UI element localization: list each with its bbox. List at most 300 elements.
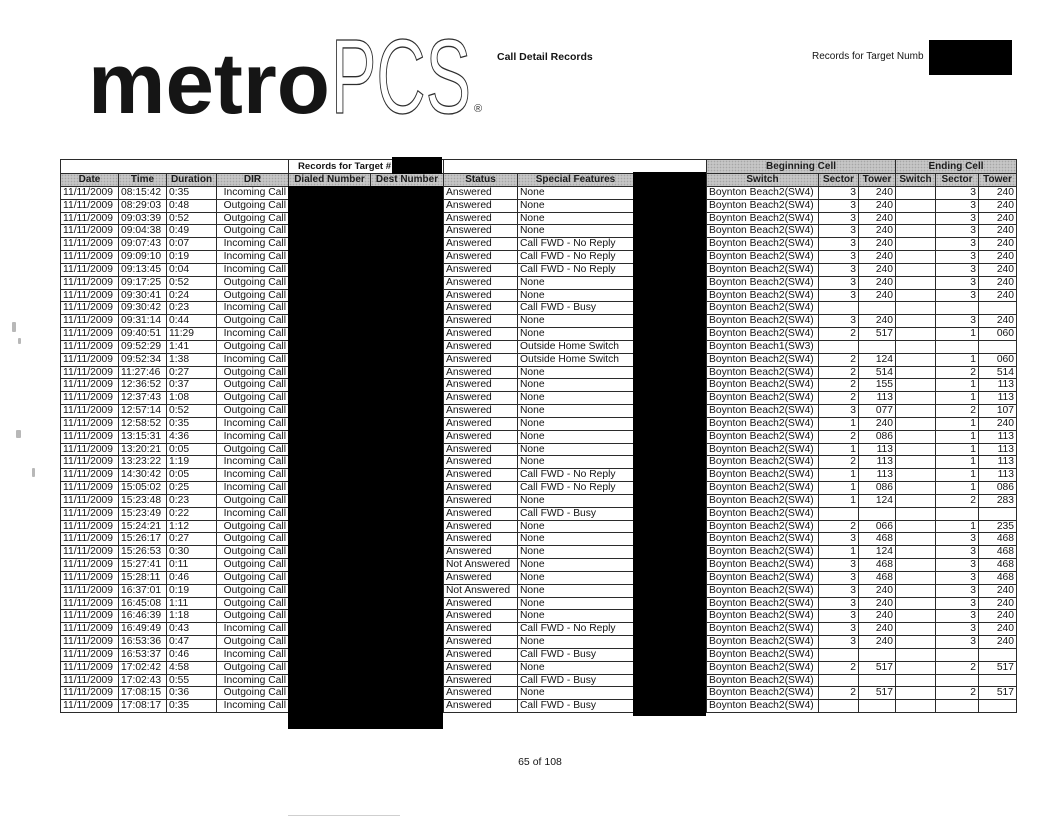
begin-switch-cell: Boynton Beach2(SW4): [706, 558, 819, 572]
special-features-cell: None: [517, 378, 634, 392]
time-cell: 08:15:42: [118, 186, 167, 200]
begin-switch-cell: Boynton Beach2(SW4): [706, 186, 819, 200]
dir-cell: Outgoing Call: [216, 443, 289, 456]
special-features-cell: None: [517, 327, 634, 341]
time-cell: 13:23:22: [118, 455, 167, 469]
end-switch-cell: [895, 340, 936, 354]
duration-cell: 0:05: [166, 443, 217, 456]
status-cell: Answered: [443, 391, 518, 405]
end-tower-cell: 514: [978, 366, 1017, 379]
end-tower-cell: 086: [978, 481, 1017, 495]
status-cell: Answered: [443, 340, 518, 354]
end-tower-cell: 235: [978, 520, 1017, 533]
table-row: [60, 378, 1016, 392]
end-switch-cell: [895, 186, 936, 200]
special-features-cell: Call FWD - Busy: [517, 674, 634, 687]
end-tower-cell: 468: [978, 545, 1017, 559]
time-cell: 12:37:43: [118, 391, 167, 405]
end-sector-cell: 2: [935, 494, 979, 508]
status-cell: Answered: [443, 237, 518, 251]
table-row: [60, 648, 1016, 662]
dir-cell: Outgoing Call: [216, 494, 289, 508]
special-features-cell: None: [517, 199, 634, 213]
end-tower-cell: 060: [978, 327, 1017, 341]
end-switch-cell: [895, 545, 936, 559]
time-cell: 09:07:43: [118, 237, 167, 251]
status-cell: Answered: [443, 699, 518, 713]
dir-cell: Outgoing Call: [216, 635, 289, 649]
special-features-cell: None: [517, 417, 634, 431]
duration-cell: 0:52: [166, 212, 217, 225]
dir-cell: Outgoing Call: [216, 391, 289, 405]
table-row: [60, 455, 1016, 469]
duration-cell: 0:37: [166, 378, 217, 392]
date-cell: 11/11/2009: [60, 545, 119, 559]
end-switch-cell: [895, 276, 936, 290]
table-row: [60, 237, 1016, 251]
duration-cell: 0:35: [166, 186, 217, 200]
begin-switch-cell: Boynton Beach2(SW4): [706, 545, 819, 559]
end-sector-cell: [935, 648, 979, 662]
dir-cell: Incoming Call: [216, 468, 289, 482]
time-cell: 16:53:36: [118, 635, 167, 649]
date-cell: 11/11/2009: [60, 391, 119, 405]
time-cell: 09:17:25: [118, 276, 167, 290]
begin-switch-cell: Boynton Beach2(SW4): [706, 609, 819, 623]
special-features-cell: Call FWD - No Reply: [517, 263, 634, 277]
begin-sector-cell: 2: [818, 686, 859, 700]
status-cell: Answered: [443, 353, 518, 367]
table-row: [60, 391, 1016, 405]
dir-cell: Outgoing Call: [216, 558, 289, 572]
end-switch-cell: [895, 404, 936, 418]
special-features-cell: None: [517, 545, 634, 559]
begin-tower-cell: 086: [858, 430, 896, 444]
begin-sector-cell: [818, 507, 859, 521]
dir-cell: Incoming Call: [216, 301, 289, 315]
special-features-cell: Call FWD - No Reply: [517, 622, 634, 636]
date-cell: 11/11/2009: [60, 558, 119, 572]
special-features-cell: None: [517, 430, 634, 444]
end-tower-cell: 113: [978, 468, 1017, 482]
end-switch-cell: [895, 314, 936, 328]
beginning-cell-header: Beginning Cell: [706, 159, 896, 174]
table-row: [60, 609, 1016, 623]
column-header-end-tower: Tower: [978, 173, 1017, 187]
special-features-cell: None: [517, 212, 634, 225]
begin-tower-cell: 240: [858, 237, 896, 251]
time-cell: 15:23:48: [118, 494, 167, 508]
date-cell: 11/11/2009: [60, 648, 119, 662]
end-tower-cell: [978, 699, 1017, 713]
end-tower-cell: 240: [978, 237, 1017, 251]
end-tower-cell: 517: [978, 686, 1017, 700]
begin-sector-cell: [818, 648, 859, 662]
status-cell: Not Answered: [443, 584, 518, 598]
date-cell: 11/11/2009: [60, 250, 119, 264]
end-switch-cell: [895, 609, 936, 623]
begin-sector-cell: 3: [818, 237, 859, 251]
duration-cell: 0:24: [166, 289, 217, 302]
begin-sector-cell: 3: [818, 212, 859, 225]
time-cell: 16:37:01: [118, 584, 167, 598]
begin-tower-cell: 240: [858, 417, 896, 431]
column-header-dest-number: Dest Number: [370, 173, 444, 187]
column-header-special-features: Special Features: [517, 173, 634, 187]
begin-switch-cell: Boynton Beach2(SW4): [706, 199, 819, 213]
begin-sector-cell: 2: [818, 661, 859, 675]
status-cell: Answered: [443, 366, 518, 379]
logo-metro-text: metro: [88, 36, 330, 130]
table-row: [60, 661, 1016, 675]
special-features-cell: None: [517, 584, 634, 598]
status-cell: Answered: [443, 443, 518, 456]
logo-registered-mark: ®: [474, 103, 483, 115]
end-tower-cell: 113: [978, 378, 1017, 392]
time-cell: 09:31:14: [118, 314, 167, 328]
dir-cell: Incoming Call: [216, 263, 289, 277]
begin-sector-cell: 3: [818, 186, 859, 200]
begin-switch-cell: Boynton Beach2(SW4): [706, 571, 819, 585]
column-header-begin-sector: Sector: [818, 173, 859, 187]
dir-cell: Incoming Call: [216, 327, 289, 341]
dir-cell: Outgoing Call: [216, 520, 289, 533]
begin-sector-cell: 2: [818, 455, 859, 469]
end-tower-cell: [978, 340, 1017, 354]
date-cell: 11/11/2009: [60, 494, 119, 508]
end-tower-cell: 113: [978, 430, 1017, 444]
duration-cell: 0:52: [166, 276, 217, 290]
end-sector-cell: 3: [935, 558, 979, 572]
begin-tower-cell: [858, 699, 896, 713]
status-cell: Answered: [443, 674, 518, 687]
dir-cell: Outgoing Call: [216, 686, 289, 700]
table-row: [60, 468, 1016, 482]
date-cell: 11/11/2009: [60, 224, 119, 238]
end-sector-cell: 3: [935, 263, 979, 277]
end-tower-cell: 113: [978, 455, 1017, 469]
redaction-call-id-column: [633, 172, 706, 716]
end-sector-cell: 3: [935, 609, 979, 623]
duration-cell: 0:36: [166, 686, 217, 700]
begin-sector-cell: 3: [818, 289, 859, 302]
begin-sector-cell: 3: [818, 597, 859, 610]
duration-cell: 0:27: [166, 532, 217, 546]
end-switch-cell: [895, 481, 936, 495]
special-features-cell: None: [517, 404, 634, 418]
begin-switch-cell: Boynton Beach2(SW4): [706, 353, 819, 367]
column-header-duration: Duration: [166, 173, 217, 187]
status-cell: Answered: [443, 635, 518, 649]
scan-artifact: [16, 430, 21, 438]
status-cell: Answered: [443, 520, 518, 533]
time-cell: 15:24:21: [118, 520, 167, 533]
begin-sector-cell: 2: [818, 366, 859, 379]
begin-tower-cell: 113: [858, 391, 896, 405]
begin-sector-cell: 1: [818, 481, 859, 495]
header-spacer-left: [60, 159, 289, 174]
end-switch-cell: [895, 686, 936, 700]
begin-tower-cell: 240: [858, 263, 896, 277]
end-switch-cell: [895, 391, 936, 405]
duration-cell: 1:19: [166, 455, 217, 469]
begin-tower-cell: 240: [858, 224, 896, 238]
begin-sector-cell: 3: [818, 609, 859, 623]
dir-cell: Outgoing Call: [216, 224, 289, 238]
begin-tower-cell: 514: [858, 366, 896, 379]
date-cell: 11/11/2009: [60, 443, 119, 456]
end-tower-cell: 240: [978, 635, 1017, 649]
special-features-cell: None: [517, 661, 634, 675]
time-cell: 14:30:42: [118, 468, 167, 482]
duration-cell: 1:38: [166, 353, 217, 367]
table-row: [60, 276, 1016, 290]
column-header-begin-tower: Tower: [858, 173, 896, 187]
status-cell: Answered: [443, 378, 518, 392]
special-features-cell: None: [517, 520, 634, 533]
special-features-cell: None: [517, 532, 634, 546]
status-cell: Answered: [443, 481, 518, 495]
end-tower-cell: 240: [978, 186, 1017, 200]
column-header-dialed-number: Dialed Number: [288, 173, 371, 187]
begin-switch-cell: Boynton Beach2(SW4): [706, 237, 819, 251]
time-cell: 16:49:49: [118, 622, 167, 636]
status-cell: Answered: [443, 289, 518, 302]
end-tower-cell: 240: [978, 314, 1017, 328]
target-number-label: Records for Target Numb: [812, 51, 924, 62]
dir-cell: Outgoing Call: [216, 532, 289, 546]
end-switch-cell: [895, 635, 936, 649]
end-tower-cell: 240: [978, 584, 1017, 598]
status-cell: Answered: [443, 263, 518, 277]
document-title: Call Detail Records: [497, 51, 593, 63]
time-cell: 15:28:11: [118, 571, 167, 585]
duration-cell: 0:35: [166, 417, 217, 431]
table-row: [60, 301, 1016, 315]
duration-cell: 0:35: [166, 699, 217, 713]
begin-sector-cell: 3: [818, 532, 859, 546]
begin-tower-cell: 517: [858, 327, 896, 341]
dir-cell: Outgoing Call: [216, 378, 289, 392]
duration-cell: 0:47: [166, 635, 217, 649]
begin-switch-cell: Boynton Beach2(SW4): [706, 494, 819, 508]
time-cell: 09:09:10: [118, 250, 167, 264]
end-sector-cell: 3: [935, 250, 979, 264]
time-cell: 15:05:02: [118, 481, 167, 495]
begin-tower-cell: 240: [858, 250, 896, 264]
end-sector-cell: 3: [935, 635, 979, 649]
status-cell: Answered: [443, 622, 518, 636]
date-cell: 11/11/2009: [60, 674, 119, 687]
end-sector-cell: 3: [935, 314, 979, 328]
end-tower-cell: 240: [978, 263, 1017, 277]
date-cell: 11/11/2009: [60, 584, 119, 598]
end-tower-cell: 240: [978, 276, 1017, 290]
dir-cell: Incoming Call: [216, 648, 289, 662]
status-cell: Answered: [443, 404, 518, 418]
special-features-cell: Call FWD - Busy: [517, 648, 634, 662]
table-row: [60, 186, 1016, 200]
begin-tower-cell: 077: [858, 404, 896, 418]
special-features-cell: Call FWD - Busy: [517, 301, 634, 315]
time-cell: 16:45:08: [118, 597, 167, 610]
end-switch-cell: [895, 699, 936, 713]
status-cell: Answered: [443, 301, 518, 315]
time-cell: 09:04:38: [118, 224, 167, 238]
date-cell: 11/11/2009: [60, 699, 119, 713]
end-tower-cell: 468: [978, 558, 1017, 572]
end-sector-cell: 3: [935, 199, 979, 213]
status-cell: Answered: [443, 276, 518, 290]
date-cell: 11/11/2009: [60, 301, 119, 315]
special-features-cell: None: [517, 494, 634, 508]
begin-tower-cell: 086: [858, 481, 896, 495]
duration-cell: 0:23: [166, 494, 217, 508]
time-cell: 17:02:42: [118, 661, 167, 675]
end-tower-cell: 468: [978, 532, 1017, 546]
time-cell: 11:27:46: [118, 366, 167, 379]
end-tower-cell: 240: [978, 622, 1017, 636]
dir-cell: Incoming Call: [216, 250, 289, 264]
begin-tower-cell: 468: [858, 558, 896, 572]
table-row: [60, 622, 1016, 636]
duration-cell: 0:07: [166, 237, 217, 251]
column-header-begin-switch: Switch: [706, 173, 819, 187]
end-tower-cell: [978, 507, 1017, 521]
end-sector-cell: 3: [935, 186, 979, 200]
begin-switch-cell: Boynton Beach2(SW4): [706, 430, 819, 444]
dir-cell: Outgoing Call: [216, 584, 289, 598]
status-cell: Not Answered: [443, 558, 518, 572]
begin-sector-cell: 1: [818, 443, 859, 456]
special-features-cell: None: [517, 224, 634, 238]
end-sector-cell: 1: [935, 455, 979, 469]
duration-cell: 0:46: [166, 648, 217, 662]
begin-switch-cell: Boynton Beach2(SW4): [706, 699, 819, 713]
time-cell: 12:57:14: [118, 404, 167, 418]
table-row: [60, 314, 1016, 328]
time-cell: 15:26:53: [118, 545, 167, 559]
begin-sector-cell: 2: [818, 391, 859, 405]
status-cell: Answered: [443, 686, 518, 700]
end-sector-cell: 2: [935, 661, 979, 675]
end-sector-cell: [935, 301, 979, 315]
end-sector-cell: 1: [935, 353, 979, 367]
end-switch-cell: [895, 237, 936, 251]
dir-cell: Outgoing Call: [216, 609, 289, 623]
begin-tower-cell: 155: [858, 378, 896, 392]
status-cell: Answered: [443, 648, 518, 662]
end-sector-cell: 1: [935, 481, 979, 495]
special-features-cell: Call FWD - No Reply: [517, 468, 634, 482]
begin-tower-cell: 240: [858, 584, 896, 598]
duration-cell: 4:36: [166, 430, 217, 444]
begin-switch-cell: Boynton Beach2(SW4): [706, 468, 819, 482]
begin-tower-cell: 124: [858, 353, 896, 367]
time-cell: 09:52:29: [118, 340, 167, 354]
special-features-cell: None: [517, 455, 634, 469]
begin-switch-cell: Boynton Beach2(SW4): [706, 314, 819, 328]
column-header-dir: DIR: [216, 173, 289, 187]
special-features-cell: Call FWD - No Reply: [517, 481, 634, 495]
status-cell: Answered: [443, 224, 518, 238]
table-row: [60, 417, 1016, 431]
begin-sector-cell: 1: [818, 545, 859, 559]
table-row: [60, 481, 1016, 495]
duration-cell: 0:49: [166, 224, 217, 238]
begin-tower-cell: [858, 301, 896, 315]
begin-switch-cell: Boynton Beach2(SW4): [706, 417, 819, 431]
end-tower-cell: 240: [978, 199, 1017, 213]
end-sector-cell: [935, 340, 979, 354]
begin-sector-cell: [818, 699, 859, 713]
table-row: [60, 250, 1016, 264]
end-switch-cell: [895, 224, 936, 238]
begin-switch-cell: Boynton Beach2(SW4): [706, 224, 819, 238]
begin-switch-cell: Boynton Beach2(SW4): [706, 327, 819, 341]
dir-cell: Incoming Call: [216, 417, 289, 431]
begin-sector-cell: 3: [818, 314, 859, 328]
end-sector-cell: 1: [935, 520, 979, 533]
begin-tower-cell: [858, 340, 896, 354]
table-row: [60, 507, 1016, 521]
dir-cell: Incoming Call: [216, 622, 289, 636]
end-switch-cell: [895, 507, 936, 521]
scan-artifact: [18, 338, 21, 344]
status-cell: Answered: [443, 314, 518, 328]
status-cell: Answered: [443, 468, 518, 482]
end-sector-cell: [935, 699, 979, 713]
duration-cell: 4:58: [166, 661, 217, 675]
end-switch-cell: [895, 327, 936, 341]
end-switch-cell: [895, 584, 936, 598]
end-sector-cell: 1: [935, 391, 979, 405]
end-sector-cell: 3: [935, 545, 979, 559]
scan-artifact: [12, 322, 16, 332]
duration-cell: 0:55: [166, 674, 217, 687]
begin-tower-cell: [858, 648, 896, 662]
table-row: [60, 353, 1016, 367]
date-cell: 11/11/2009: [60, 597, 119, 610]
column-header-time: Time: [118, 173, 167, 187]
column-header-date: Date: [60, 173, 119, 187]
special-features-cell: None: [517, 571, 634, 585]
date-cell: 11/11/2009: [60, 609, 119, 623]
status-cell: Answered: [443, 545, 518, 559]
end-sector-cell: 3: [935, 212, 979, 225]
date-cell: 11/11/2009: [60, 455, 119, 469]
begin-sector-cell: 3: [818, 250, 859, 264]
date-cell: 11/11/2009: [60, 289, 119, 302]
status-cell: Answered: [443, 571, 518, 585]
redaction-target-number-top: [929, 40, 1012, 75]
time-cell: 09:52:34: [118, 353, 167, 367]
begin-tower-cell: 240: [858, 186, 896, 200]
table-row: [60, 494, 1016, 508]
date-cell: 11/11/2009: [60, 468, 119, 482]
special-features-cell: Outside Home Switch: [517, 353, 634, 367]
begin-sector-cell: 3: [818, 263, 859, 277]
dir-cell: Outgoing Call: [216, 340, 289, 354]
special-features-cell: None: [517, 276, 634, 290]
end-tower-cell: 240: [978, 224, 1017, 238]
status-cell: Answered: [443, 327, 518, 341]
date-cell: 11/11/2009: [60, 430, 119, 444]
begin-switch-cell: Boynton Beach2(SW4): [706, 391, 819, 405]
begin-switch-cell: Boynton Beach2(SW4): [706, 276, 819, 290]
date-cell: 11/11/2009: [60, 340, 119, 354]
duration-cell: 0:46: [166, 571, 217, 585]
